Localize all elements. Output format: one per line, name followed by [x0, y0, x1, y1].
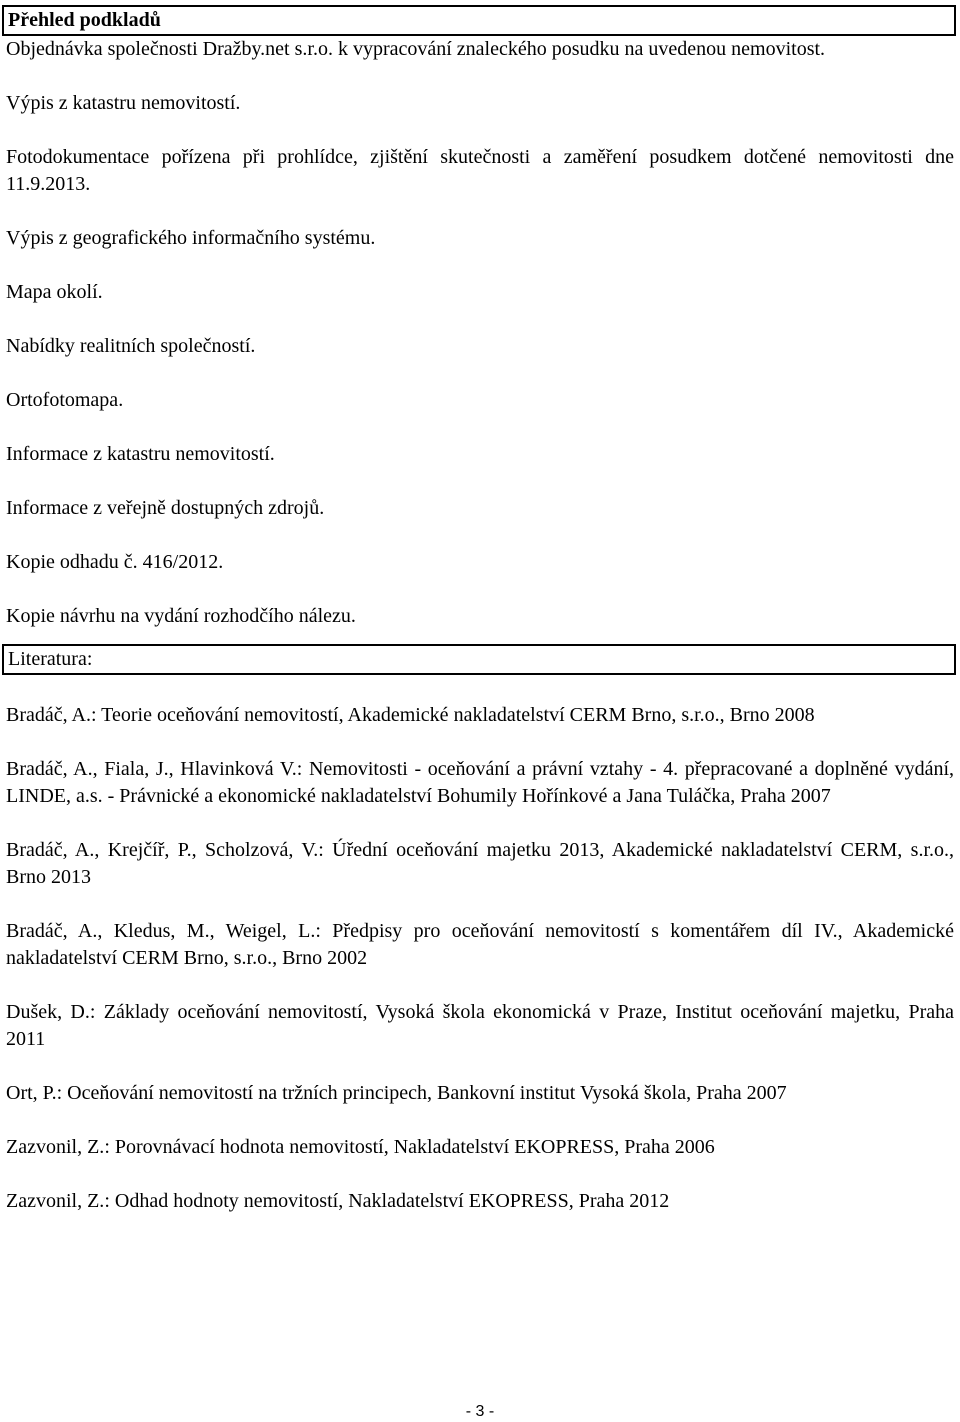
literature-text: : Nemovitosti - oceňování a právní vztahy - 4. přepracované a doplněné vydání, LINDE, a.s. - Právnické a ekonomické nakladatelství Bohumily Hořínkové a Jana Tuláčka, Praha 2007: [6, 758, 955, 807]
literature-text: : Předpisy pro oceňování nemovitostí s komentářem díl IV., Akademické nakladatelství CERM Brno, s.r.o., Brno 2002: [6, 920, 954, 969]
literature-text: : Odhad hodnoty nemovitostí, Nakladatelství EKOPRESS, Praha 2012: [104, 1190, 670, 1212]
literature-text: : Oceňování nemovitostí na tržních principech, Bankovní institut Vysoká škola, Praha 2007: [56, 1082, 787, 1104]
source-item: Výpis z katastru nemovitostí.: [6, 92, 241, 114]
literature-heading: Literatura:: [2, 644, 956, 675]
source-item: Informace z katastru nemovitostí.: [6, 443, 275, 465]
literature-text: : Teorie oceňování nemovitostí, Akademické nakladatelství CERM Brno, s.r.o., Brno 2008: [90, 704, 815, 726]
literature-item: [6, 702, 954, 729]
document-page: [6, 5, 954, 1242]
literature-author: Zazvonil, Z.: [6, 1190, 105, 1212]
literature-author: Bradáč, A., Kledus, M., Weigel, L.: [6, 920, 316, 942]
source-item: Informace z veřejně dostupných zdrojů.: [6, 497, 325, 519]
literature-text: : Základy oceňování nemovitostí, Vysoká škola ekonomická v Praze, Institut oceňování majetku, Praha 2011: [6, 1001, 954, 1050]
source-item: Kopie návrhu na vydání rozhodčího nálezu.: [6, 605, 356, 627]
literature-item: [6, 1080, 954, 1107]
literature-author: Ort, P.: [6, 1082, 57, 1104]
page-number: - 3 -: [465, 1403, 495, 1420]
literature-list: [6, 702, 954, 1215]
sources-heading: Přehled podkladů: [2, 5, 956, 36]
literature-text: : Porovnávací hodnota nemovitostí, Nakladatelství EKOPRESS, Praha 2006: [104, 1136, 715, 1158]
literature-item: [6, 999, 954, 1053]
literature-author: Bradáč, A.: [6, 704, 91, 726]
literature-item: [6, 918, 954, 972]
source-item: Fotodokumentace pořízena při prohlídce, zjištění skutečnosti a zaměření posudkem dotčené nemovitosti dne 11.9.2013.: [6, 146, 954, 195]
source-item: Mapa okolí.: [6, 281, 103, 303]
literature-item: [6, 1134, 954, 1161]
literature-item: [6, 837, 954, 891]
sources-list: [6, 36, 954, 630]
source-item: Objednávka společnosti Dražby.net s.r.o. k vypracování znaleckého posudku na uvedenou nemovitost.: [6, 38, 826, 60]
literature-author: Dušek, D.: [6, 1001, 90, 1023]
source-item: Výpis z geografického informačního systému.: [6, 227, 376, 249]
literature-item: [6, 756, 954, 810]
literature-text: : Úřední oceňování majetku 2013, Akademické nakladatelství CERM, s.r.o., Brno 2013: [6, 839, 954, 888]
source-item: Ortofotomapa.: [6, 389, 124, 411]
literature-item: [6, 1188, 954, 1215]
literature-author: Bradáč, A., Fiala, J., Hlavinková V.: [6, 758, 297, 780]
source-item: Kopie odhadu č. 416/2012.: [6, 551, 224, 573]
literature-author: Zazvonil, Z.: [6, 1136, 105, 1158]
source-item: Nabídky realitních společností.: [6, 335, 256, 357]
literature-author: Bradáč, A., Krejčíř, P., Scholzová, V.: [6, 839, 319, 861]
